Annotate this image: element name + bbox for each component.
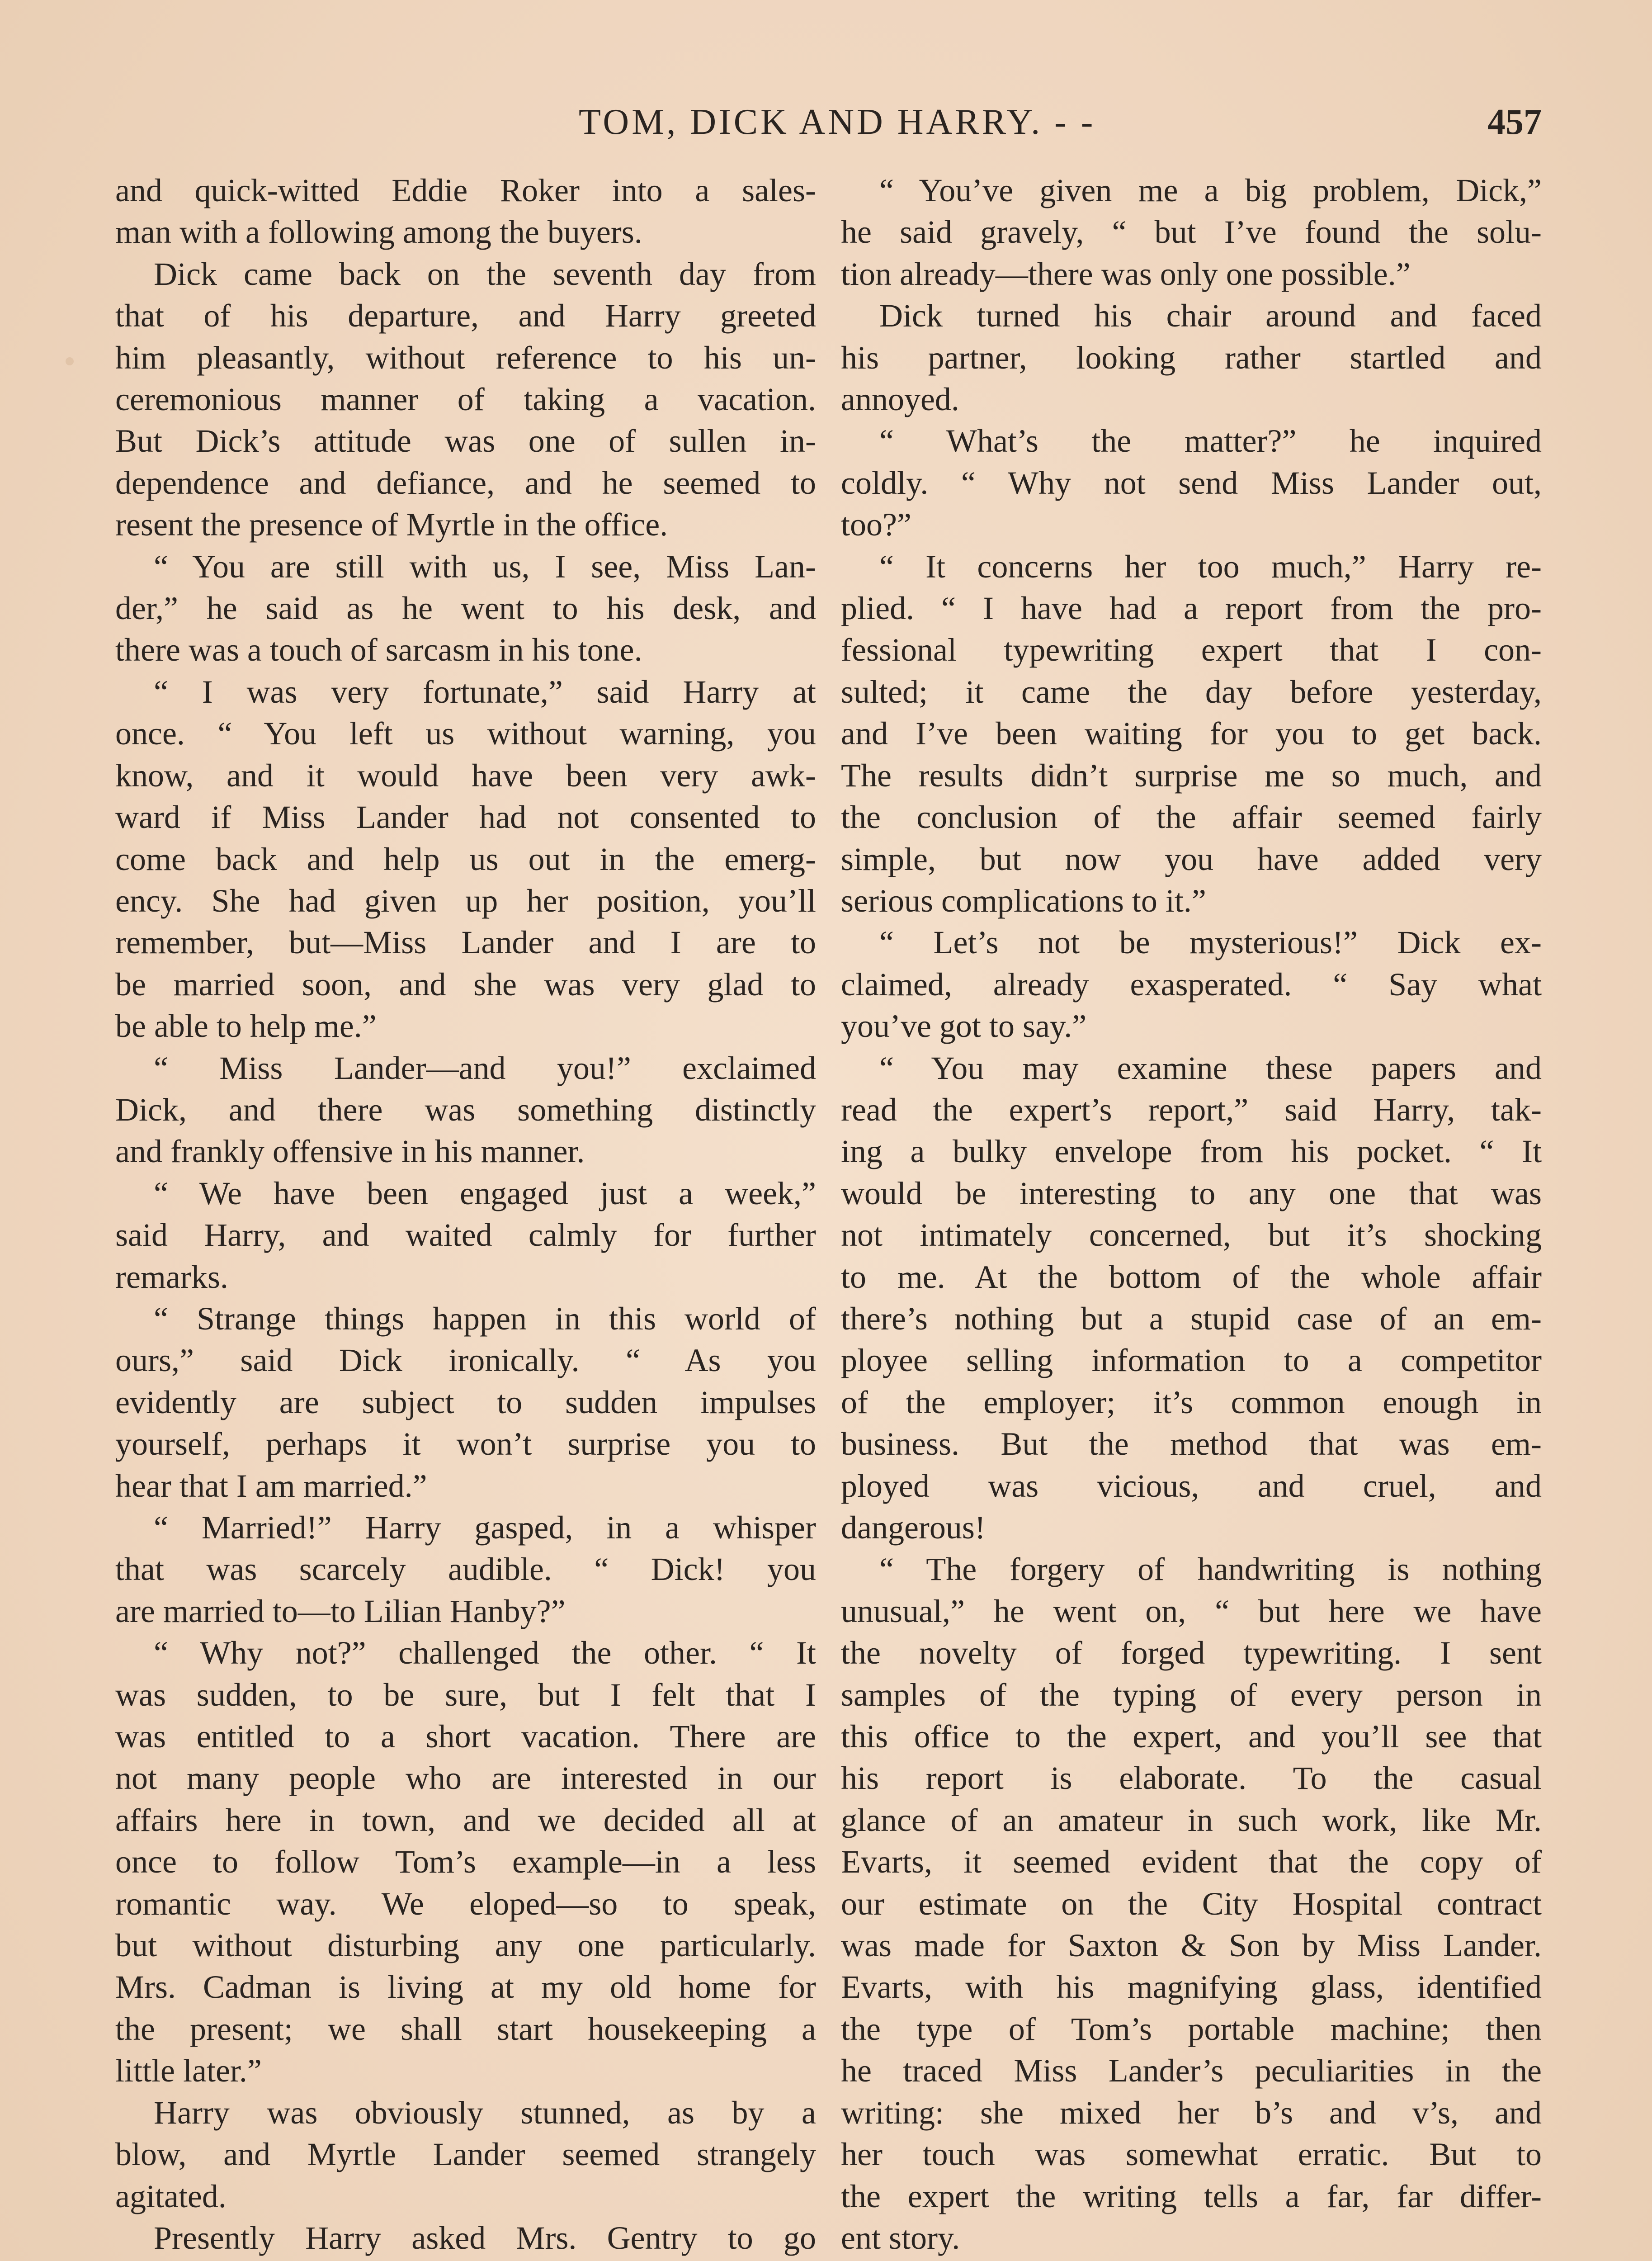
text-line: “ Miss Lander—and you!” exclaimed	[154, 1050, 816, 1086]
text-line: remarks.	[115, 1258, 228, 1295]
text-line: hear that I am married.”	[115, 1467, 427, 1504]
text-line: romantic way. We eloped—so to speak,	[115, 1885, 816, 1922]
text-line: the present; we shall start housekeeping a	[115, 2010, 816, 2047]
text-line: glance of an amateur in such work, like Mr.	[841, 1802, 1542, 1838]
text-line: agitated.	[115, 2178, 227, 2214]
text-line: affairs here in town, and we decided all at	[115, 1802, 816, 1838]
text-line: ent story.	[841, 2219, 960, 2256]
text-line: evidently are subject to sudden impulses	[115, 1384, 816, 1420]
text-line: samples of the typing of every person in	[841, 1676, 1542, 1713]
text-line: ployee selling information to a competitor	[841, 1342, 1542, 1379]
left-column	[115, 170, 816, 2261]
text-line: not many people who are interested in our	[115, 1760, 816, 1797]
text-line: be able to help me.”	[115, 1008, 377, 1045]
text-line: would be interesting to any one that was	[841, 1175, 1542, 1211]
text-line: and I’ve been waiting for you to get back.	[841, 715, 1542, 752]
text-line: that of his departure, and Harry greeted	[115, 298, 816, 334]
text-line: his report is elaborate. To the casual	[841, 1760, 1542, 1797]
text-line: of the employer; it’s common enough in	[841, 1384, 1542, 1420]
text-line: But Dick’s attitude was one of sullen in-	[115, 423, 816, 459]
text-line: ceremonious manner of taking a vacation.	[115, 381, 816, 418]
text-line: writing: she mixed her b’s and v’s, and	[841, 2094, 1542, 2131]
text-line: “ You may examine these papers and	[879, 1050, 1542, 1086]
text-line: serious complications to it.”	[841, 882, 1206, 919]
text-line: once. “ You left us without warning, you	[115, 715, 816, 752]
text-line: to me. At the bottom of the whole affair	[841, 1258, 1542, 1295]
text-line: sulted; it came the day before yesterday,	[841, 673, 1542, 710]
text-line: the expert the writing tells a far, far differ-	[841, 2178, 1542, 2214]
text-line: tion already—there was only one possible.”	[841, 255, 1411, 292]
text-line: Mrs. Cadman is living at my old home for	[115, 1969, 816, 2006]
text-line: claimed, already exasperated. “ Say what	[841, 966, 1542, 1003]
text-line: Dick came back on the seventh day from	[154, 255, 816, 292]
text-line: Presently Harry asked Mrs. Gentry to go	[154, 2219, 816, 2256]
page-header	[113, 93, 1542, 147]
text-line: annoyed.	[841, 381, 959, 418]
text-line: blow, and Myrtle Lander seemed strangely	[115, 2136, 816, 2173]
text-line: his partner, looking rather startled and	[841, 339, 1542, 376]
text-line: know, and it would have been very awk-	[115, 757, 816, 794]
text-line: business. But the method that was em-	[841, 1426, 1542, 1462]
text-line: Dick turned his chair around and faced	[879, 298, 1542, 334]
text-line: ency. She had given up her position, you’ll	[115, 882, 816, 919]
text-line: was made for Saxton & Son by Miss Lander.	[841, 1927, 1542, 1964]
text-line	[115, 2259, 816, 2261]
text-line: Harry was obviously stunned, as by a	[154, 2094, 816, 2131]
text-line: ward if Miss Lander had not consented to	[115, 799, 816, 836]
text-line: yourself, perhaps it won’t surprise you to	[115, 1426, 816, 1462]
text-line: ing a bulky envelope from his pocket. “ It	[841, 1133, 1542, 1170]
text-line: “ We have been engaged just a week,”	[154, 1175, 816, 1211]
text-line: The results didn’t surprise me so much, and	[841, 757, 1542, 794]
text-line: him pleasantly, without reference to his un-	[115, 339, 816, 376]
text-line: are married to—to Lilian Hanby?”	[115, 1593, 566, 1629]
text-line: little later.”	[115, 2053, 262, 2089]
text-line: ployed was vicious, and cruel, and	[841, 1467, 1542, 1504]
right-column	[841, 170, 1542, 2261]
text-line	[841, 2259, 1542, 2261]
text-line: “ Married!” Harry gasped, in a whisper	[154, 1509, 816, 1546]
text-line: our estimate on the City Hospital contract	[841, 1885, 1542, 1922]
text-line: not intimately concerned, but it’s shocking	[841, 1217, 1542, 1253]
text-line: once to follow Tom’s example—in a less	[115, 1844, 816, 1880]
text-line: der,” he said as he went to his desk, and	[115, 590, 816, 627]
text-line: there was a touch of sarcasm in his tone.	[115, 632, 642, 668]
text-line: “ What’s the matter?” he inquired	[879, 423, 1542, 459]
text-line: be married soon, and she was very glad to	[115, 966, 816, 1003]
text-line: dependence and defiance, and he seemed to	[115, 464, 816, 501]
text-line: but without disturbing any one particularly.	[115, 1927, 816, 1964]
text-line: simple, but now you have added very	[841, 841, 1542, 877]
text-line: “ You are still with us, I see, Miss Lan-	[154, 548, 816, 585]
text-line: read the expert’s report,” said Harry, tak-	[841, 1091, 1542, 1128]
text-line: there’s nothing but a stupid case of an em-	[841, 1300, 1542, 1337]
text-line: ours,” said Dick ironically. “ As you	[115, 1342, 816, 1379]
text-line: that was scarcely audible. “ Dick! you	[115, 1551, 816, 1588]
text-line: he said gravely, “ but I’ve found the solu-	[841, 214, 1542, 251]
text-line: “ Strange things happen in this world of	[154, 1300, 816, 1337]
text-line: coldly. “ Why not send Miss Lander out,	[841, 464, 1542, 501]
text-line: said Harry, and waited calmly for further	[115, 1217, 816, 1253]
text-line: and quick-witted Eddie Roker into a sales-	[115, 172, 816, 208]
text-line: Evarts, it seemed evident that the copy of	[841, 1844, 1542, 1880]
text-line: resent the presence of Myrtle in the office.	[115, 506, 668, 543]
text-line: “ Why not?” challenged the other. “ It	[154, 1635, 816, 1671]
text-line: “ You’ve given me a big problem, Dick,”	[879, 172, 1542, 208]
text-line: and frankly offensive in his manner.	[115, 1133, 585, 1170]
text-line: come back and help us out in the emerg-	[115, 841, 816, 877]
text-line: too?”	[841, 506, 911, 543]
text-line: was entitled to a short vacation. There are	[115, 1718, 816, 1755]
text-line: this office to the expert, and you’ll see that	[841, 1718, 1542, 1755]
text-line: “ It concerns her too much,” Harry re-	[879, 548, 1542, 585]
text-line: the conclusion of the affair seemed fairly	[841, 799, 1542, 836]
text-line: the type of Tom’s portable machine; then	[841, 2010, 1542, 2047]
text-line: “ The forgery of handwriting is nothing	[879, 1551, 1542, 1588]
text-line: you’ve got to say.”	[841, 1008, 1087, 1045]
text-line: remember, but—Miss Lander and I are to	[115, 924, 816, 961]
text-line: plied. “ I have had a report from the pro-	[841, 590, 1542, 627]
text-line: her touch was somewhat erratic. But to	[841, 2136, 1542, 2173]
running-head: TOM, DICK AND HARRY. - -	[579, 102, 1096, 142]
text-line: Evarts, with his magnifying glass, identified	[841, 1969, 1542, 2006]
text-line: man with a following among the buyers.	[115, 214, 642, 251]
text-line: Dick, and there was something distinctly	[115, 1091, 816, 1128]
text-line: fessional typewriting expert that I con-	[841, 632, 1542, 668]
text-line: was sudden, to be sure, but I felt that I	[115, 1676, 816, 1713]
text-line: dangerous!	[841, 1509, 986, 1546]
paper-stain	[66, 357, 74, 365]
text-line: unusual,” he went on, “ but here we have	[841, 1593, 1542, 1629]
text-line: “ I was very fortunate,” said Harry at	[154, 673, 816, 710]
text-line: the novelty of forged typewriting. I sent	[841, 1635, 1542, 1671]
text-line: he traced Miss Lander’s peculiarities in the	[841, 2053, 1542, 2089]
text-line: “ Let’s not be mysterious!” Dick ex-	[879, 924, 1542, 961]
page-number: 457	[1487, 102, 1542, 142]
